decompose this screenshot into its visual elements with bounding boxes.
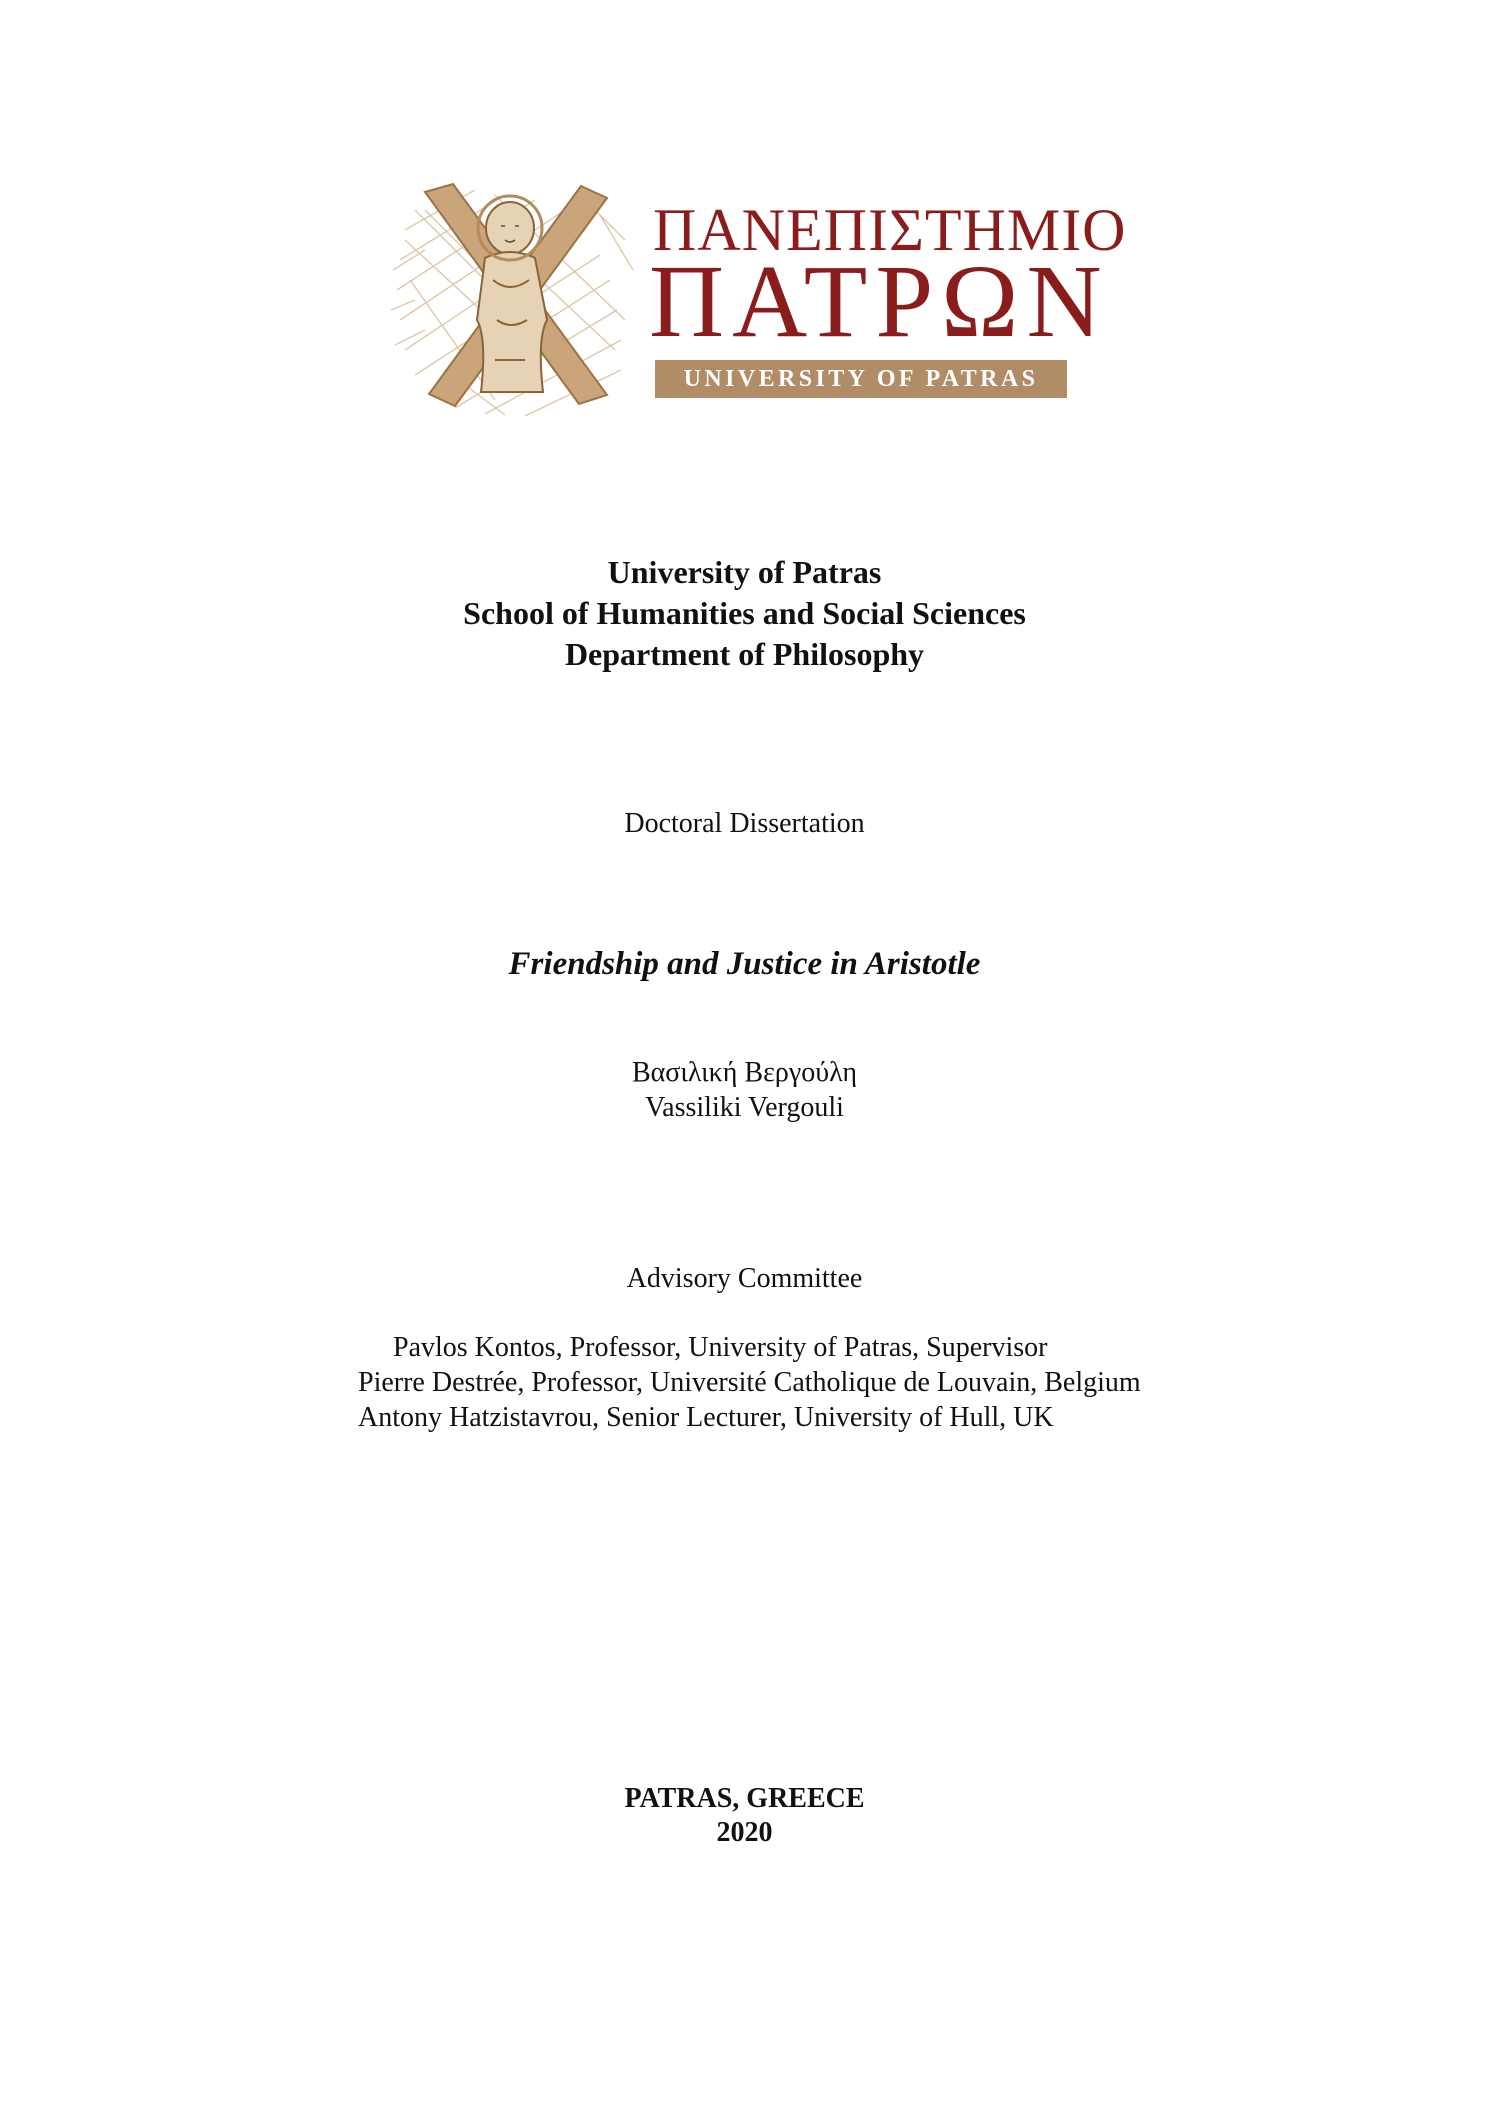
author-name-latin: Vassiliki Vergouli xyxy=(645,1092,844,1123)
saint-andrew-emblem-icon xyxy=(385,170,645,420)
author-block xyxy=(0,1055,1489,1125)
department-name: Department of Philosophy xyxy=(564,636,925,672)
dissertation-type: Doctoral Dissertation xyxy=(624,808,865,839)
committee-member: Pavlos Kontos, Professor, University of Patras, Supervisor xyxy=(393,1332,1048,1363)
place-and-year xyxy=(0,1782,1489,1850)
logo-greek-patras: ΠΑΤΡΩΝ xyxy=(649,244,1110,359)
author-name-greek: Βασιλική Βεργούλη xyxy=(631,1057,858,1088)
logo-greek-university: ΠΑΝΕΠΙΣΤΗΜΙΟ xyxy=(653,197,1127,263)
year: 2020 xyxy=(716,1817,773,1848)
committee-heading: Advisory Committee xyxy=(626,1263,863,1294)
logo-english-band: UNIVERSITY OF PATRAS xyxy=(655,360,1067,398)
institution-header xyxy=(0,552,1489,675)
university-name: University of Patras xyxy=(607,554,882,590)
dissertation-title: Friendship and Justice in Aristotle xyxy=(508,946,981,982)
place: PATRAS, GREECE xyxy=(624,1783,865,1814)
committee-list xyxy=(358,1330,1258,1435)
committee-member: Pierre Destrée, Professor, Université Catholique de Louvain, Belgium xyxy=(358,1367,1141,1398)
university-logo xyxy=(385,170,1127,420)
committee-member: Antony Hatzistavrou, Senior Lecturer, University of Hull, UK xyxy=(358,1402,1054,1433)
school-name: School of Humanities and Social Sciences xyxy=(463,595,1026,631)
